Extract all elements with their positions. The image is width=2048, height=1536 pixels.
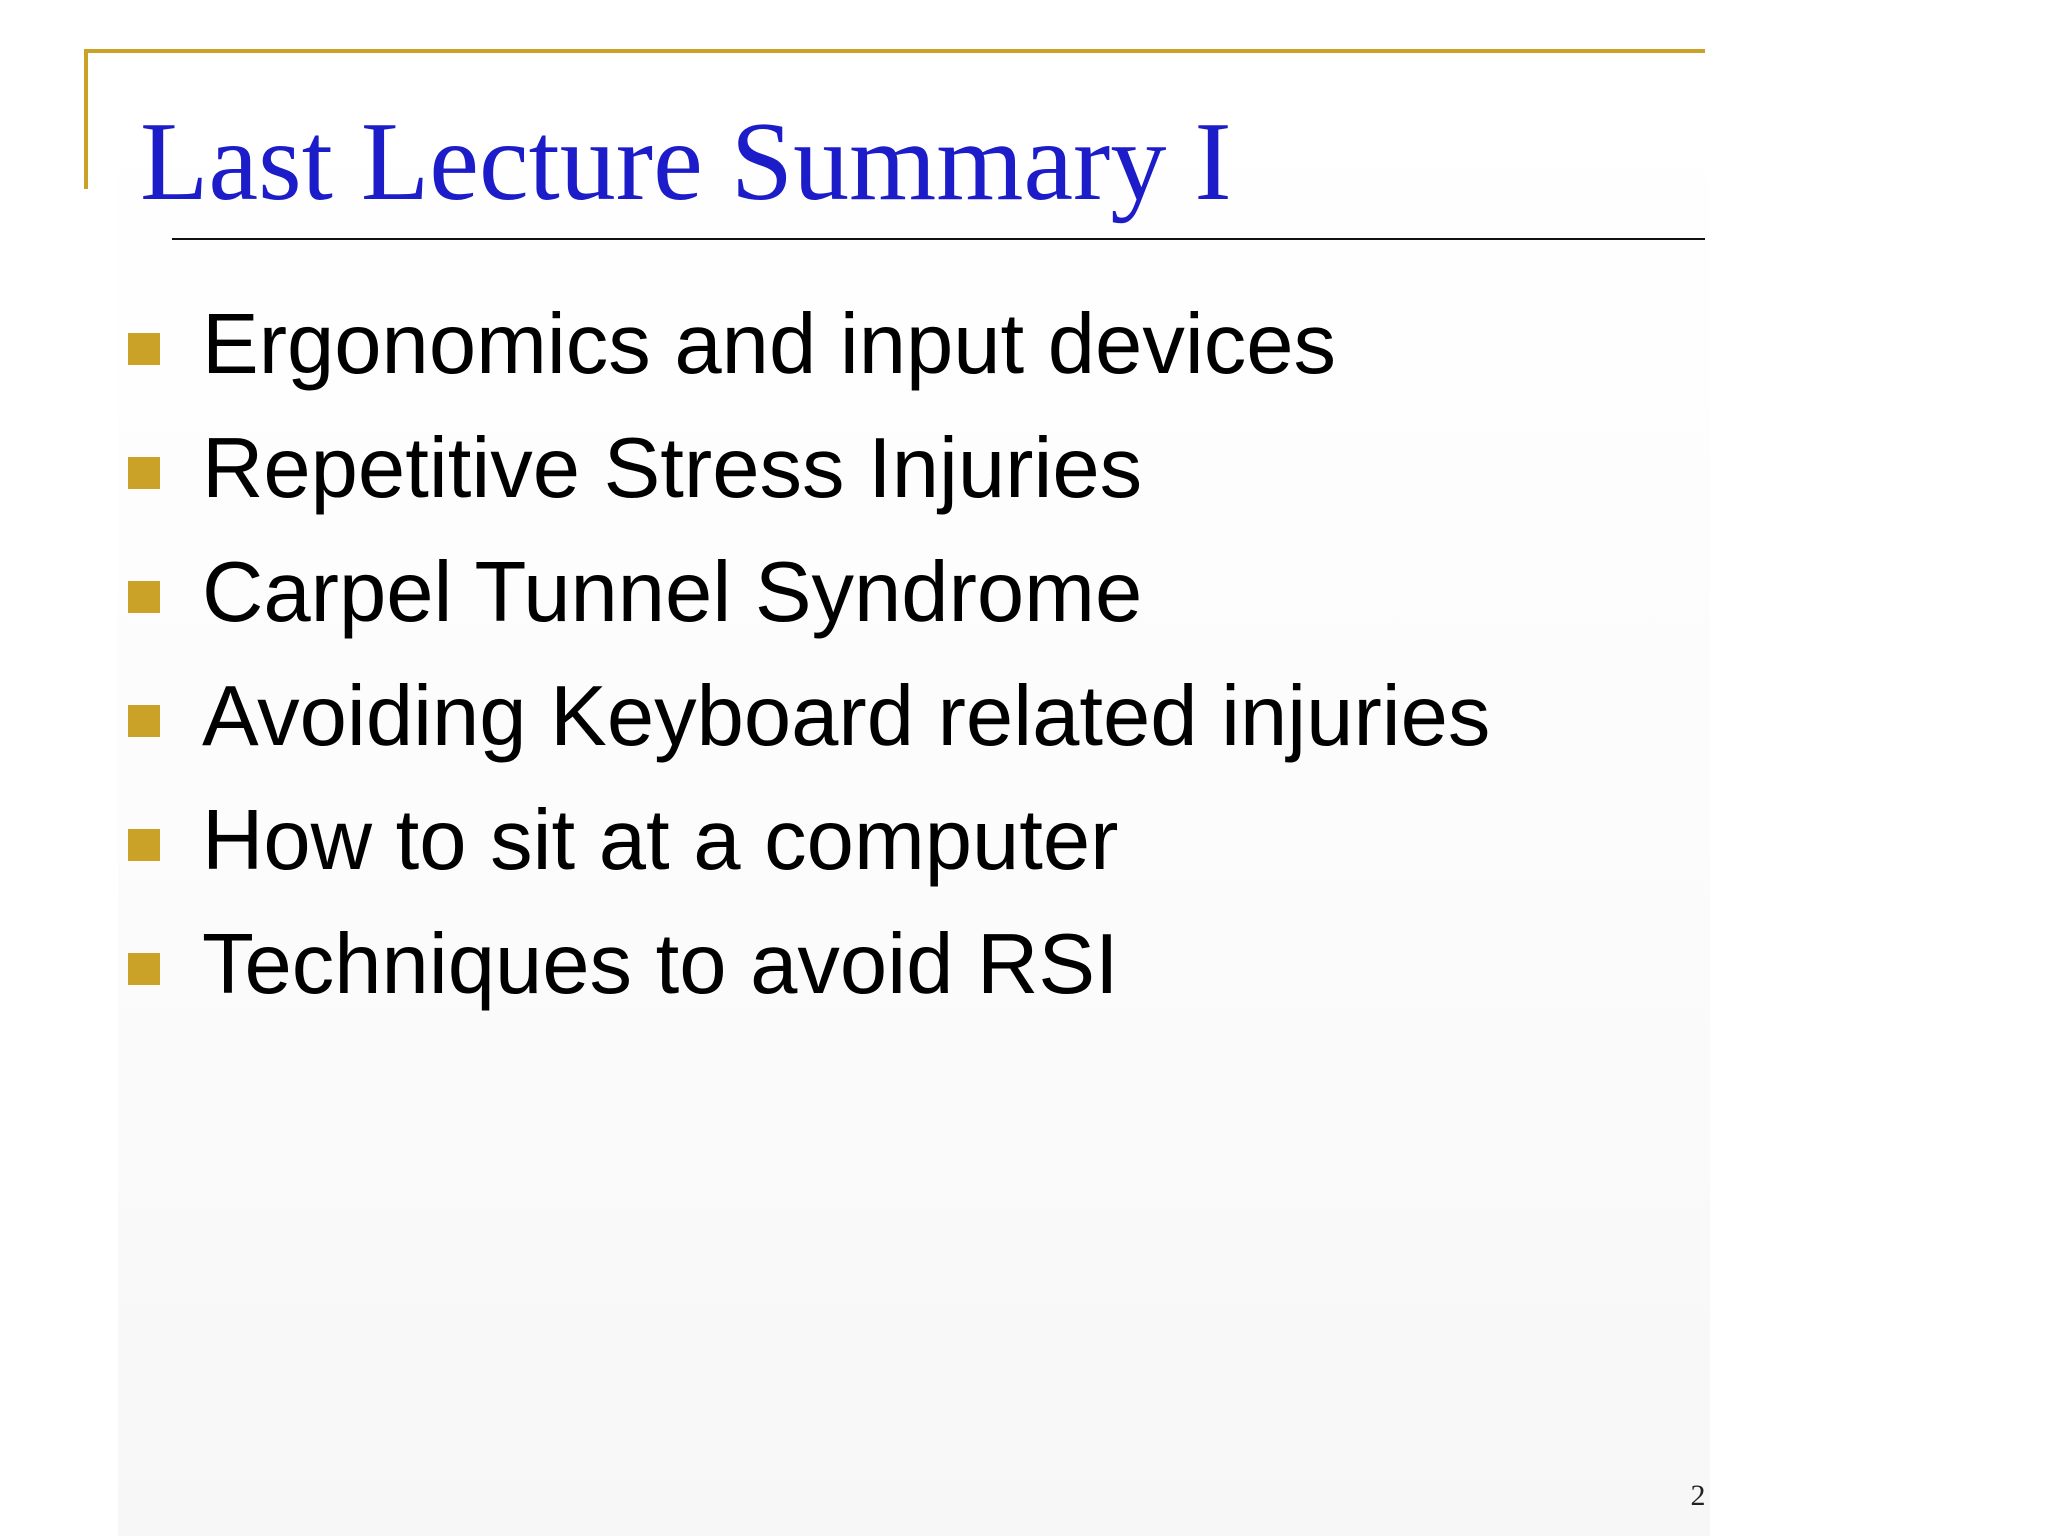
title-frame-left-line <box>84 49 88 189</box>
bullet-text: Avoiding Keyboard related injuries <box>202 669 1491 764</box>
square-bullet-icon <box>128 705 160 737</box>
bullet-text: Repetitive Stress Injuries <box>202 421 1143 516</box>
title-frame-top-line <box>84 49 1705 53</box>
square-bullet-icon <box>128 829 160 861</box>
square-bullet-icon <box>128 953 160 985</box>
bullet-text: Carpel Tunnel Syndrome <box>202 545 1143 640</box>
bullet-text: Techniques to avoid RSI <box>202 917 1119 1012</box>
page-number: 2 <box>1690 1479 1706 1512</box>
bullet-text: Ergonomics and input devices <box>202 297 1336 392</box>
square-bullet-icon <box>128 581 160 613</box>
square-bullet-icon <box>128 457 160 489</box>
bullet-text: How to sit at a computer <box>202 793 1119 888</box>
title-underline <box>172 238 1705 240</box>
slide-title: Last Lecture Summary I <box>140 100 1232 224</box>
square-bullet-icon <box>128 333 160 365</box>
